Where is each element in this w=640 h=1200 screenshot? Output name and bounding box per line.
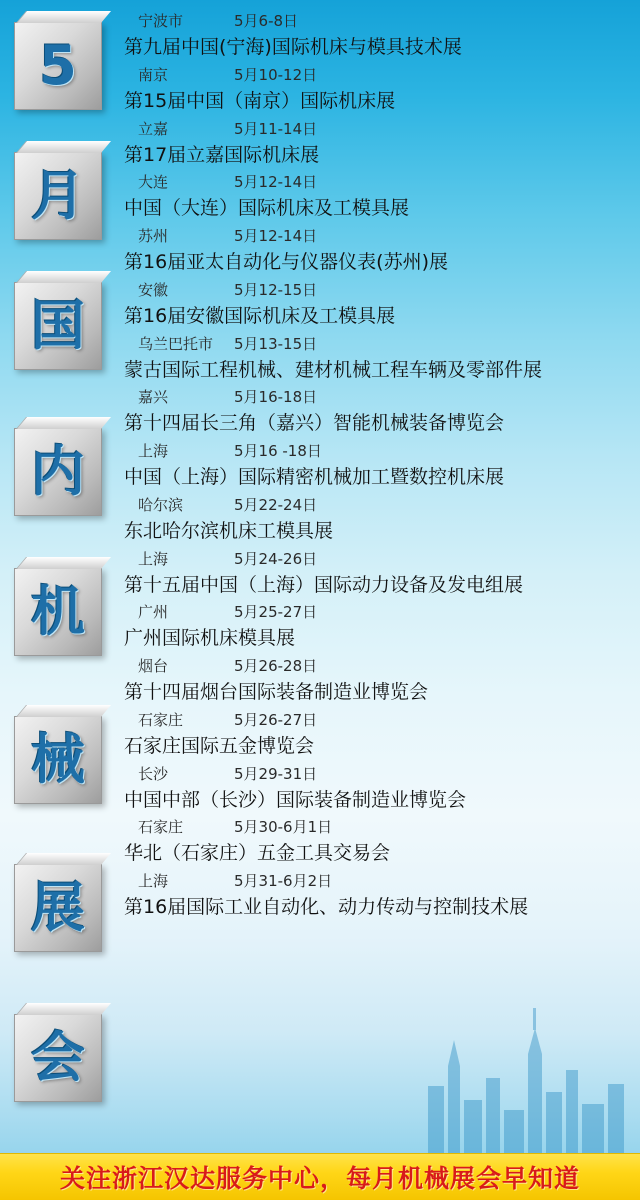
city-skyline-icon	[420, 1000, 640, 1160]
event-title: 第16届安徽国际机床及工模具展	[124, 304, 396, 327]
event-date: 5月13-15日	[234, 334, 318, 353]
event-city: 上海	[138, 872, 169, 890]
event-title: 第十四届长三角（嘉兴）智能机械装备博览会	[124, 412, 505, 435]
event-title: 中国（上海）国际精密机械加工暨数控机床展	[124, 466, 505, 488]
sidebar-cube-7	[14, 1014, 102, 1102]
event-date: 5月12-14日	[234, 173, 318, 192]
event-meta	[124, 709, 632, 735]
event-meta	[124, 118, 632, 144]
event-meta	[124, 279, 632, 305]
sidebar-cube-char: 机	[31, 580, 85, 643]
sidebar-cube-column	[6, 4, 114, 1144]
event-date: 5月11-14日	[234, 119, 318, 138]
event-meta	[124, 763, 632, 789]
event-date: 5月26-27日	[234, 710, 318, 729]
event-date: 5月12-15日	[234, 280, 318, 299]
event-date: 5月26-28日	[234, 657, 318, 675]
event-meta	[124, 386, 632, 412]
list-item	[124, 225, 632, 275]
list-item	[124, 64, 632, 114]
list-item	[124, 763, 632, 813]
event-meta	[124, 333, 632, 359]
event-city: 大连	[138, 173, 169, 192]
event-city: 乌兰巴托市	[138, 334, 214, 353]
event-city: 南京	[138, 65, 169, 84]
list-item	[124, 440, 632, 490]
event-title: 中国中部（长沙）国际装备制造业博览会	[124, 788, 467, 811]
event-meta	[124, 548, 632, 574]
event-city: 石家庄	[138, 710, 184, 729]
sidebar-cube-char: 展	[31, 876, 85, 939]
event-title: 石家庄国际五金博览会	[124, 734, 315, 757]
event-date: 5月16 -18日	[234, 442, 322, 460]
list-item	[124, 548, 632, 598]
list-item	[124, 601, 632, 651]
event-date: 5月12-14日	[234, 227, 318, 245]
event-city: 上海	[138, 549, 169, 568]
list-item	[124, 494, 632, 544]
event-city: 哈尔滨	[138, 495, 184, 514]
event-city: 立嘉	[138, 119, 169, 138]
event-date: 5月16-18日	[234, 388, 318, 407]
list-item	[124, 10, 632, 60]
event-title: 华北（石家庄）五金工具交易会	[124, 842, 391, 865]
event-meta	[124, 494, 632, 520]
list-item	[124, 333, 632, 383]
bottom-banner	[0, 1153, 640, 1200]
event-meta	[124, 225, 632, 251]
event-title: 第16届国际工业自动化、动力传动与控制技术展	[124, 896, 529, 918]
event-city: 上海	[138, 442, 169, 460]
event-title: 东北哈尔滨机床工模具展	[124, 519, 334, 542]
event-city: 烟台	[138, 657, 169, 675]
event-city: 宁波市	[138, 12, 184, 30]
event-list	[124, 10, 632, 924]
event-date: 5月6-8日	[234, 12, 299, 30]
event-date: 5月24-26日	[234, 549, 318, 568]
event-date: 5月10-12日	[234, 65, 318, 84]
event-title: 第十五届中国（上海）国际动力设备及发电组展	[124, 573, 524, 596]
event-city: 嘉兴	[138, 388, 169, 407]
event-date: 5月29-31日	[234, 764, 318, 783]
list-item	[124, 386, 632, 436]
event-meta	[124, 171, 632, 197]
event-title: 广州国际机床模具展	[124, 627, 296, 650]
banner-text: 关注浙江汉达服务中心，每月机械展会早知道	[59, 1164, 580, 1193]
sidebar-cube-char: 械	[31, 728, 85, 791]
event-title: 第16届亚太自动化与仪器仪表(苏州)展	[124, 251, 449, 273]
list-item	[124, 171, 632, 221]
list-item	[124, 816, 632, 866]
sidebar-cube-char: 会	[31, 1026, 85, 1089]
event-meta	[124, 655, 632, 681]
list-item	[124, 870, 632, 920]
sidebar-cube-0	[14, 22, 102, 110]
event-meta	[124, 64, 632, 90]
event-meta	[124, 10, 632, 36]
sidebar-cube-5	[14, 716, 102, 804]
event-date: 5月25-27日	[234, 603, 318, 622]
event-city: 石家庄	[138, 818, 184, 837]
event-meta	[124, 601, 632, 627]
event-title: 中国（大连）国际机床及工模具展	[124, 197, 410, 220]
sidebar-cube-2	[14, 282, 102, 370]
list-item	[124, 655, 632, 705]
event-date: 5月31-6月2日	[234, 872, 333, 890]
event-date: 5月22-24日	[234, 495, 318, 514]
sidebar-cube-4	[14, 568, 102, 656]
sidebar-cube-6	[14, 864, 102, 952]
event-title: 蒙古国际工程机械、建材机械工程车辆及零部件展	[124, 358, 543, 381]
sidebar-cube-char: 国	[31, 294, 85, 357]
list-item	[124, 709, 632, 759]
event-title: 第九届中国(宁海)国际机床与模具技术展	[124, 36, 462, 58]
event-city: 苏州	[138, 227, 169, 245]
list-item	[124, 118, 632, 168]
list-item	[124, 279, 632, 329]
event-title: 第十四届烟台国际装备制造业博览会	[124, 681, 429, 703]
sidebar-cube-3	[14, 428, 102, 516]
event-meta	[124, 816, 632, 842]
sidebar-cube-char: 5	[39, 34, 77, 97]
sidebar-cube-1	[14, 152, 102, 240]
event-meta	[124, 870, 632, 896]
event-meta	[124, 440, 632, 466]
event-city: 安徽	[138, 280, 169, 299]
event-title: 第17届立嘉国际机床展	[124, 143, 320, 166]
sidebar-cube-char: 月	[31, 164, 85, 227]
event-date: 5月30-6月1日	[234, 818, 333, 837]
event-city: 长沙	[138, 764, 169, 783]
event-city: 广州	[138, 603, 169, 622]
event-title: 第15届中国（南京）国际机床展	[124, 89, 396, 112]
sidebar-cube-char: 内	[31, 440, 85, 503]
